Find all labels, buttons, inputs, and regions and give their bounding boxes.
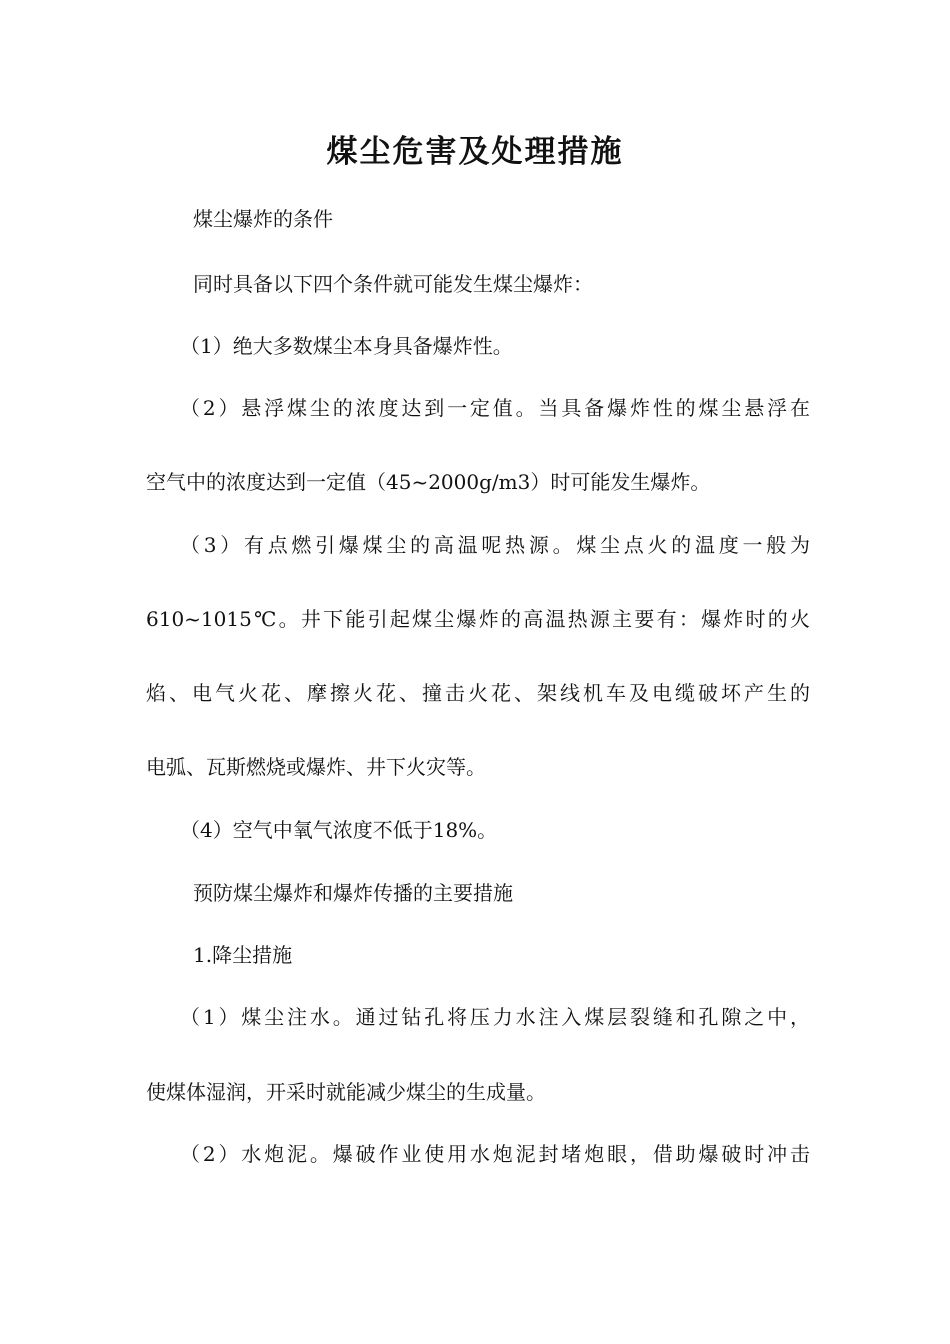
section-heading-measures: 预防煤尘爆炸和爆炸传播的主要措施 xyxy=(193,881,513,905)
paragraph-line: 焰、电气火花、摩擦火花、撞击火花、架线机车及电缆破坏产生的 xyxy=(146,681,810,705)
paragraph-line: 610~1015℃。井下能引起煤尘爆炸的高温热源主要有：爆炸时的火 xyxy=(146,607,810,631)
subsection-heading: 1.降尘措施 xyxy=(193,943,293,967)
section-heading-conditions: 煤尘爆炸的条件 xyxy=(193,207,333,231)
paragraph-line: 电弧、瓦斯燃烧或爆炸、井下火灾等。 xyxy=(146,755,486,779)
paragraph-line: （2）悬浮煤尘的浓度达到一定值。当具备爆炸性的煤尘悬浮在 xyxy=(180,396,810,420)
paragraph-line: （1）绝大多数煤尘本身具备爆炸性。 xyxy=(180,334,513,358)
paragraph-line: （2）水炮泥。爆破作业使用水炮泥封堵炮眼，借助爆破时冲击 xyxy=(180,1142,810,1166)
document-title: 煤尘危害及处理措施 xyxy=(326,134,624,170)
paragraph-line: （4）空气中氧气浓度不低于18%。 xyxy=(180,818,498,842)
paragraph-line: （3）有点燃引爆煤尘的高温呢热源。煤尘点火的温度一般为 xyxy=(180,533,810,557)
paragraph-line: （1）煤尘注水。通过钻孔将压力水注入煤层裂缝和孔隙之中， xyxy=(180,1005,810,1029)
paragraph-line: 使煤体湿润，开采时就能减少煤尘的生成量。 xyxy=(146,1080,546,1104)
paragraph-line: 同时具备以下四个条件就可能发生煤尘爆炸： xyxy=(193,272,593,296)
paragraph-line: 空气中的浓度达到一定值（45~2000g/m3）时可能发生爆炸。 xyxy=(146,470,711,494)
